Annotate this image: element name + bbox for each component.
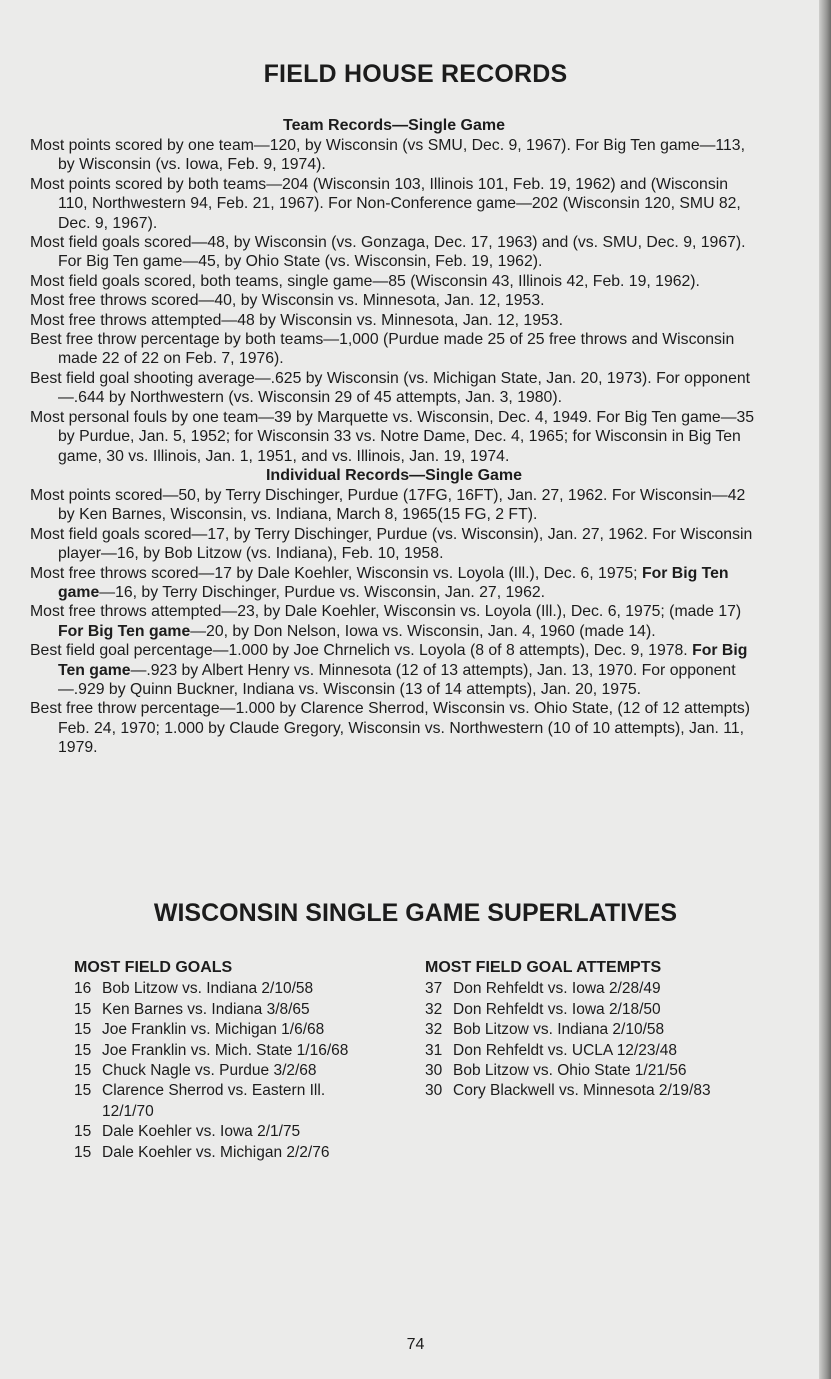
team-record-item: Most personal fouls by one team—39 by Marquette vs. Wisconsin, Dec. 4, 1949. For Big Ten game—35 by Purdue, Jan. 5, 1952; for Wisconsin 33 vs. Notre Dame, Dec. 4, 1965; for Wisconsin in Big Ten game, 30 vs. Illinois, Jan. 1, 1951, and vs. Illinois, Jan. 19, 1974.: [30, 408, 755, 465]
record-text: Most points scored—50, by Terry Dischinger, Purdue (17FG, 16FT), Jan. 27, 1962. For Wisconsin—42 by Ken Barnes, Wisconsin, vs. Indiana, March 8, 1965(15 FG, 2 FT).: [30, 486, 746, 524]
individual-record-item: [30, 564, 758, 603]
team-record-item: Most field goals scored—48, by Wisconsin (vs. Gonzaga, Dec. 17, 1963) and (vs. SMU, Dec. 9, 1967). For Big Ten game—45, by Ohio State (vs. Wisconsin, Feb. 19, 1962).: [30, 234, 746, 271]
superlative-row: [74, 979, 374, 999]
superlative-row: [74, 1061, 374, 1081]
team-record-item: Most points scored by both teams—204 (Wisconsin 103, Illinois 101, Feb. 19, 1962) and (Wisconsin 110, Northwestern 94, Feb. 21, 1967). For Non-Conference game—202 (Wisconsin 120, SMU 82, Dec. 9, 1967).: [30, 175, 741, 232]
individual-records-list: [30, 486, 758, 758]
superlative-count: 15: [74, 1143, 92, 1161]
team-record-item: Most free throws attempted—48 by Wisconsin vs. Minnesota, Jan. 12, 1953.: [30, 311, 563, 329]
most-field-goals-list: [74, 979, 374, 1163]
superlative-row: [74, 1041, 374, 1061]
superlative-text: Bob Litzow vs. Ohio State 1/21/56: [453, 1062, 687, 1080]
page-number: 74: [406, 1336, 425, 1353]
superlative-row: [425, 1000, 765, 1020]
superlative-text: Don Rehfeldt vs. Iowa 2/28/49: [453, 980, 661, 998]
superlative-row: [74, 1122, 374, 1142]
superlative-count: 37: [425, 980, 443, 998]
superlative-text: Dale Koehler vs. Michigan 2/2/76: [102, 1143, 330, 1161]
record-emphasis: For Big Ten game: [58, 642, 748, 679]
individual-record-item: [30, 641, 758, 699]
most-field-goal-attempts-list: [425, 979, 765, 1101]
record-text: —16, by Terry Dischinger, Purdue vs. Wisconsin, Jan. 27, 1962.: [99, 583, 546, 601]
superlative-count: 15: [74, 1000, 92, 1018]
superlative-row: [74, 1143, 374, 1163]
record-text: —.923 by Albert Henry vs. Minnesota (12 of 13 attempts), Jan. 13, 1970. For opponent—.929 by Quinn Buckner, Indiana vs. Wisconsin (13 of 14 attempts), Jan. 20, 1975.: [58, 661, 736, 698]
record-text: Most field goals scored—17, by Terry Dischinger, Purdue (vs. Wisconsin), Jan. 27, 1962. For Wisconsin player—16, by Bob Litzow (vs. Indiana), Feb. 10, 1958.: [30, 525, 753, 563]
superlative-count: 15: [74, 1082, 92, 1100]
record-text: Best free throw percentage—1.000 by Clarence Sherrod, Wisconsin vs. Ohio State, (12 of 12 attempts) Feb. 24, 1970; 1.000 by Claude Gregory, Wisconsin vs. Northwestern (10 of 10 attempts), Jan. 11, 1979.: [30, 700, 750, 757]
record-text: Most free throws scored—17 by Dale Koehler, Wisconsin vs. Loyola (Ill.), Dec. 6, 1975;: [30, 564, 642, 582]
records-section: [30, 116, 758, 758]
superlative-row: [74, 1020, 374, 1040]
team-records-list: [30, 136, 758, 466]
page-edge: [819, 0, 831, 1379]
superlative-row: [74, 1000, 374, 1020]
most-field-goals-heading: MOST FIELD GOALS: [74, 959, 233, 976]
superlative-row: [425, 1020, 765, 1040]
superlative-count: 32: [425, 1000, 443, 1018]
team-record-item: Most free throws scored—40, by Wisconsin vs. Minnesota, Jan. 12, 1953.: [30, 292, 545, 310]
individual-record-item: [30, 602, 758, 641]
superlative-text: Cory Blackwell vs. Minnesota 2/19/83: [453, 1082, 711, 1100]
page-title: FIELD HOUSE RECORDS: [263, 60, 568, 88]
record-text: Best field goal percentage—1.000 by Joe Chrnelich vs. Loyola (8 of 8 attempts), Dec. 9, 1978.: [30, 642, 693, 660]
superlative-count: 16: [74, 980, 92, 998]
team-record-item: Most field goals scored, both teams, single game—85 (Wisconsin 43, Illinois 42, Feb. 19, 1962).: [30, 272, 700, 290]
superlative-count: 30: [425, 1082, 443, 1100]
superlative-count: 32: [425, 1021, 443, 1039]
individual-record-item: [30, 486, 758, 525]
superlative-text: Don Rehfeldt vs. Iowa 2/18/50: [453, 1000, 661, 1018]
record-emphasis: For Big Ten game: [58, 564, 729, 601]
superlative-row: [74, 1081, 374, 1122]
superlative-text: Ken Barnes vs. Indiana 3/8/65: [102, 1000, 310, 1018]
superlative-text: Joe Franklin vs. Michigan 1/6/68: [102, 1021, 325, 1039]
most-field-goals-column: [74, 958, 374, 1163]
record-emphasis: For Big Ten game: [58, 622, 191, 640]
superlative-text: Don Rehfeldt vs. UCLA 12/23/48: [453, 1041, 678, 1059]
individual-record-item: [30, 525, 758, 564]
most-field-goal-attempts-heading: MOST FIELD GOAL ATTEMPTS: [425, 959, 662, 976]
superlative-text: Joe Franklin vs. Mich. State 1/16/68: [102, 1041, 349, 1059]
team-record-item: Most points scored by one team—120, by Wisconsin (vs SMU, Dec. 9, 1967). For Big Ten game—113, by Wisconsin (vs. Iowa, Feb. 9, 1974).: [30, 137, 745, 174]
team-record-item: Best field goal shooting average—.625 by Wisconsin (vs. Michigan State, Jan. 20, 1973). For opponent—.644 by Northwestern (vs. Wisconsin 29 of 45 attempts, Jan. 3, 1980).: [30, 369, 751, 407]
individual-record-item: [30, 699, 758, 757]
superlatives-title: WISCONSIN SINGLE GAME SUPERLATIVES: [153, 899, 678, 927]
superlative-row: [425, 1061, 765, 1081]
superlative-count: 31: [425, 1041, 443, 1059]
superlative-count: 15: [74, 1041, 92, 1059]
superlative-count: 15: [74, 1021, 92, 1039]
superlative-count: 15: [74, 1123, 92, 1141]
record-text: —20, by Don Nelson, Iowa vs. Wisconsin, Jan. 4, 1960 (made 14).: [190, 622, 656, 640]
team-records-heading: Team Records—Single Game: [283, 117, 505, 134]
record-text: Most free throws attempted—23, by Dale Koehler, Wisconsin vs. Loyola (Ill.), Dec. 6, 1975; (made 17): [30, 603, 742, 621]
superlative-row: [425, 979, 765, 999]
most-field-goal-attempts-column: [425, 958, 765, 1102]
superlative-row: [425, 1041, 765, 1061]
individual-records-heading: Individual Records—Single Game: [265, 466, 523, 484]
superlative-row: [425, 1081, 765, 1101]
superlative-text: Bob Litzow vs. Indiana 2/10/58: [453, 1021, 665, 1039]
superlative-count: 30: [425, 1062, 443, 1080]
superlative-text: Clarence Sherrod vs. Eastern Ill. 12/1/70: [102, 1082, 326, 1120]
superlative-text: Chuck Nagle vs. Purdue 3/2/68: [102, 1062, 317, 1080]
superlative-text: Bob Litzow vs. Indiana 2/10/58: [102, 980, 314, 998]
team-record-item: Best free throw percentage by both teams—1,000 (Purdue made 25 of 25 free throws and Wisconsin made 22 of 22 on Feb. 7, 1976).: [30, 331, 735, 368]
superlative-count: 15: [74, 1062, 92, 1080]
superlative-text: Dale Koehler vs. Iowa 2/1/75: [102, 1123, 301, 1141]
